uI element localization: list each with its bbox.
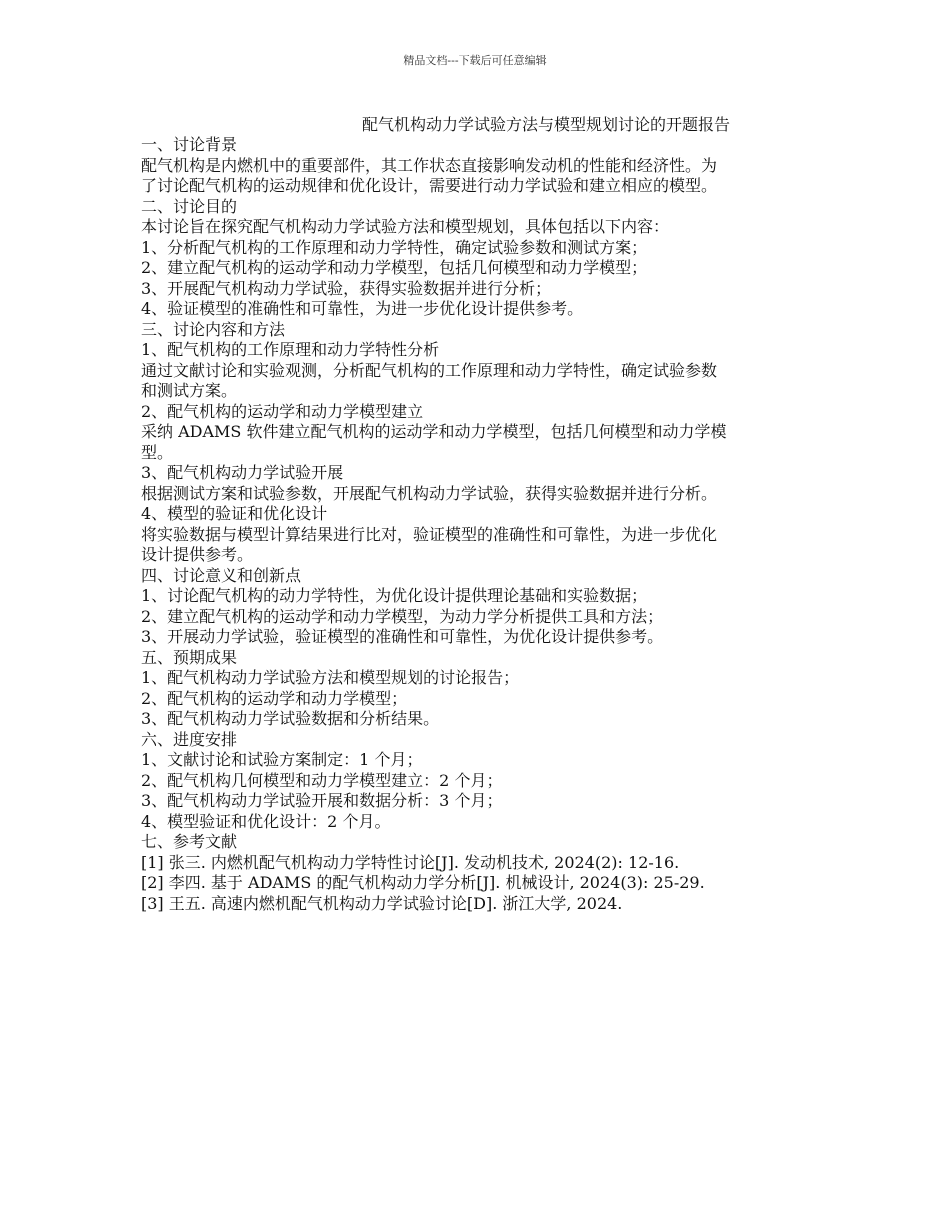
text-line: 通过文献讨论和实验观测，分析配气机构的工作原理和动力学特性，确定试验参数 bbox=[141, 360, 718, 380]
text-line: 3、开展配气机构动力学试验，获得实验数据并进行分析； bbox=[141, 278, 552, 298]
text-line: 四、讨论意义和创新点 bbox=[141, 565, 302, 585]
text-line: 3、开展动力学试验，验证模型的准确性和可靠性，为优化设计提供参考。 bbox=[141, 627, 664, 646]
text-line: 2、建立配气机构的运动学和动力学模型，包括几何模型和动力学模型； bbox=[141, 258, 648, 277]
text-line: 1、配气机构的工作原理和动力学特性分析 bbox=[141, 340, 440, 359]
document-body bbox=[141, 135, 821, 914]
text-line: 3、配气机构动力学试验数据和分析结果。 bbox=[141, 709, 440, 728]
text-line: 根据测试方案和试验参数，开展配气机构动力学试验，获得实验数据并进行分析。 bbox=[141, 483, 718, 503]
text-line: [1] 张三. 内燃机配气机构动力学特性讨论[J]. 发动机技术, 2024(2): 12-16. bbox=[141, 852, 680, 872]
text-line: 三、讨论内容和方法 bbox=[141, 319, 286, 339]
text-line: 五、预期成果 bbox=[141, 647, 238, 667]
text-line: 2、配气机构几何模型和动力学模型建立：2 个月； bbox=[141, 770, 503, 790]
text-line: 3、配气机构动力学试验开展 bbox=[141, 463, 344, 482]
text-line: 将实验数据与模型计算结果进行比对，验证模型的准确性和可靠性，为进一步优化 bbox=[141, 524, 718, 544]
text-line: 七、参考文献 bbox=[141, 832, 238, 851]
text-line: 设计提供参考。 bbox=[141, 545, 254, 564]
text-line: 2、配气机构的运动学和动力学模型； bbox=[141, 688, 408, 708]
text-line: 4、模型的验证和优化设计 bbox=[141, 504, 328, 523]
text-line: 1、配气机构动力学试验方法和模型规划的讨论报告； bbox=[141, 668, 520, 687]
text-line: 1、分析配气机构的工作原理和动力学特性，确定试验参数和测试方案； bbox=[141, 237, 648, 257]
text-line: 1、讨论配气机构的动力学特性，为优化设计提供理论基础和实验数据； bbox=[141, 586, 648, 605]
document-title: 配气机构动力学试验方法与模型规划讨论的开题报告 bbox=[362, 115, 731, 134]
text-line: 3、配气机构动力学试验开展和数据分析：3 个月； bbox=[141, 791, 503, 810]
text-line: 2、建立配气机构的运动学和动力学模型，为动力学分析提供工具和方法； bbox=[141, 606, 664, 626]
text-line: 2、配气机构的运动学和动力学模型建立 bbox=[141, 401, 424, 421]
text-line: 一、讨论背景 bbox=[141, 135, 238, 154]
text-line: 二、讨论目的 bbox=[141, 196, 238, 216]
text-line: 本讨论旨在探究配气机构动力学试验方法和模型规划，具体包括以下内容： bbox=[141, 217, 670, 236]
text-line: [3] 王五. 高速内燃机配气机构动力学试验讨论[D]. 浙江大学, 2024. bbox=[141, 893, 623, 913]
text-line: 六、进度安排 bbox=[141, 729, 238, 749]
text-line: 4、模型验证和优化设计：2 个月。 bbox=[141, 811, 391, 831]
text-line: [2] 李四. 基于 ADAMS 的配气机构动力学分析[J]. 机械设计, 2024(3): 25-29. bbox=[141, 873, 705, 892]
text-line: 采纳 ADAMS 软件建立配气机构的运动学和动力学模型，包括几何模型和动力学模 bbox=[141, 422, 727, 441]
text-line: 型。 bbox=[141, 442, 174, 462]
text-line: 1、文献讨论和试验方案制定：1 个月； bbox=[141, 750, 423, 769]
text-line: 和测试方案。 bbox=[141, 381, 238, 400]
text-line: 配气机构是内燃机中的重要部件，其工作状态直接影响发动机的性能和经济性。为 bbox=[141, 155, 718, 175]
text-line: 4、验证模型的准确性和可靠性，为进一步优化设计提供参考。 bbox=[141, 299, 584, 318]
text-line: 了讨论配气机构的运动规律和优化设计，需要进行动力学试验和建立相应的模型。 bbox=[141, 176, 718, 195]
page-header-note: 精品文档---下载后可任意编辑 bbox=[403, 54, 547, 67]
